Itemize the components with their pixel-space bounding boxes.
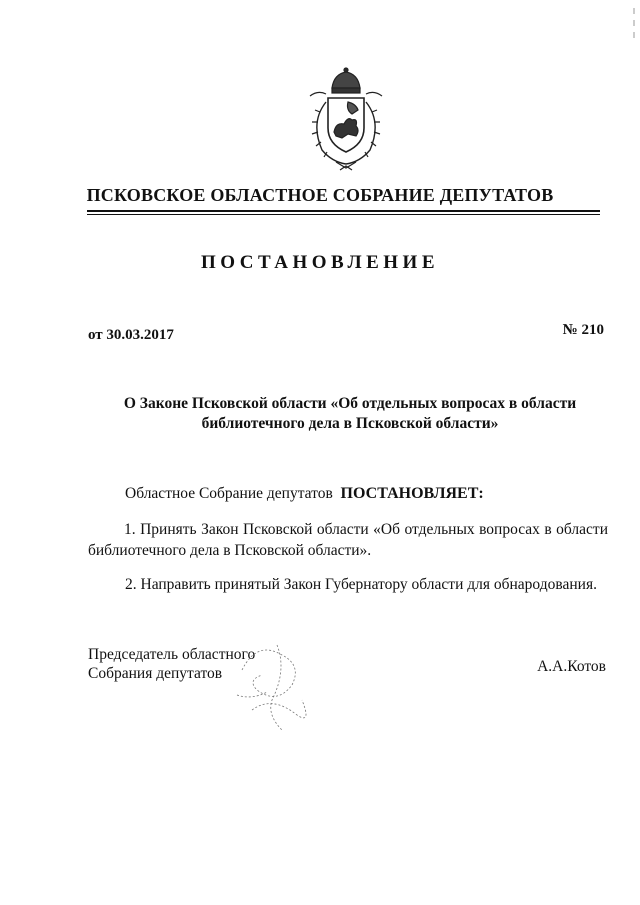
scan-mark-icon: [622, 2, 638, 52]
document-subject: [80, 394, 620, 434]
document-type: ПОСТАНОВЛЕНИЕ: [200, 252, 440, 273]
organization-title: ПСКОВСКОЕ ОБЛАСТНОЕ СОБРАНИЕ ДЕПУТАТОВ: [86, 185, 554, 205]
subject-line-1: О Законе Псковской области «Об отдельных вопросах в области: [123, 395, 577, 412]
preamble-text: Областное Собрание депутатов: [125, 485, 333, 502]
signatory-name: А.А.Котов: [537, 658, 606, 675]
subject-line-2: библиотечного дела в Псковской области»: [201, 415, 499, 432]
resolution-item-2: 2. Направить принятый Закон Губернатору области для обнародования.: [125, 576, 597, 593]
header-rule: [87, 210, 600, 212]
document-date: от 30.03.2017: [88, 327, 174, 343]
header-rule-thin: [87, 214, 600, 215]
handwritten-signature: [222, 630, 332, 740]
decree-word: ПОСТАНОВЛЯЕТ:: [340, 485, 484, 502]
resolution-item-1: 1. Принять Закон Псковской области «Об отдельных вопросах в области библиотечного дела в Псковской области».: [88, 521, 608, 559]
signatory-title-line-1: Председатель областного: [88, 646, 256, 663]
signatory-title-line-2: Собрания депутатов: [88, 665, 223, 682]
document-number: № 210: [562, 322, 604, 338]
coat-of-arms-icon: [296, 66, 396, 176]
preamble: [125, 485, 484, 503]
